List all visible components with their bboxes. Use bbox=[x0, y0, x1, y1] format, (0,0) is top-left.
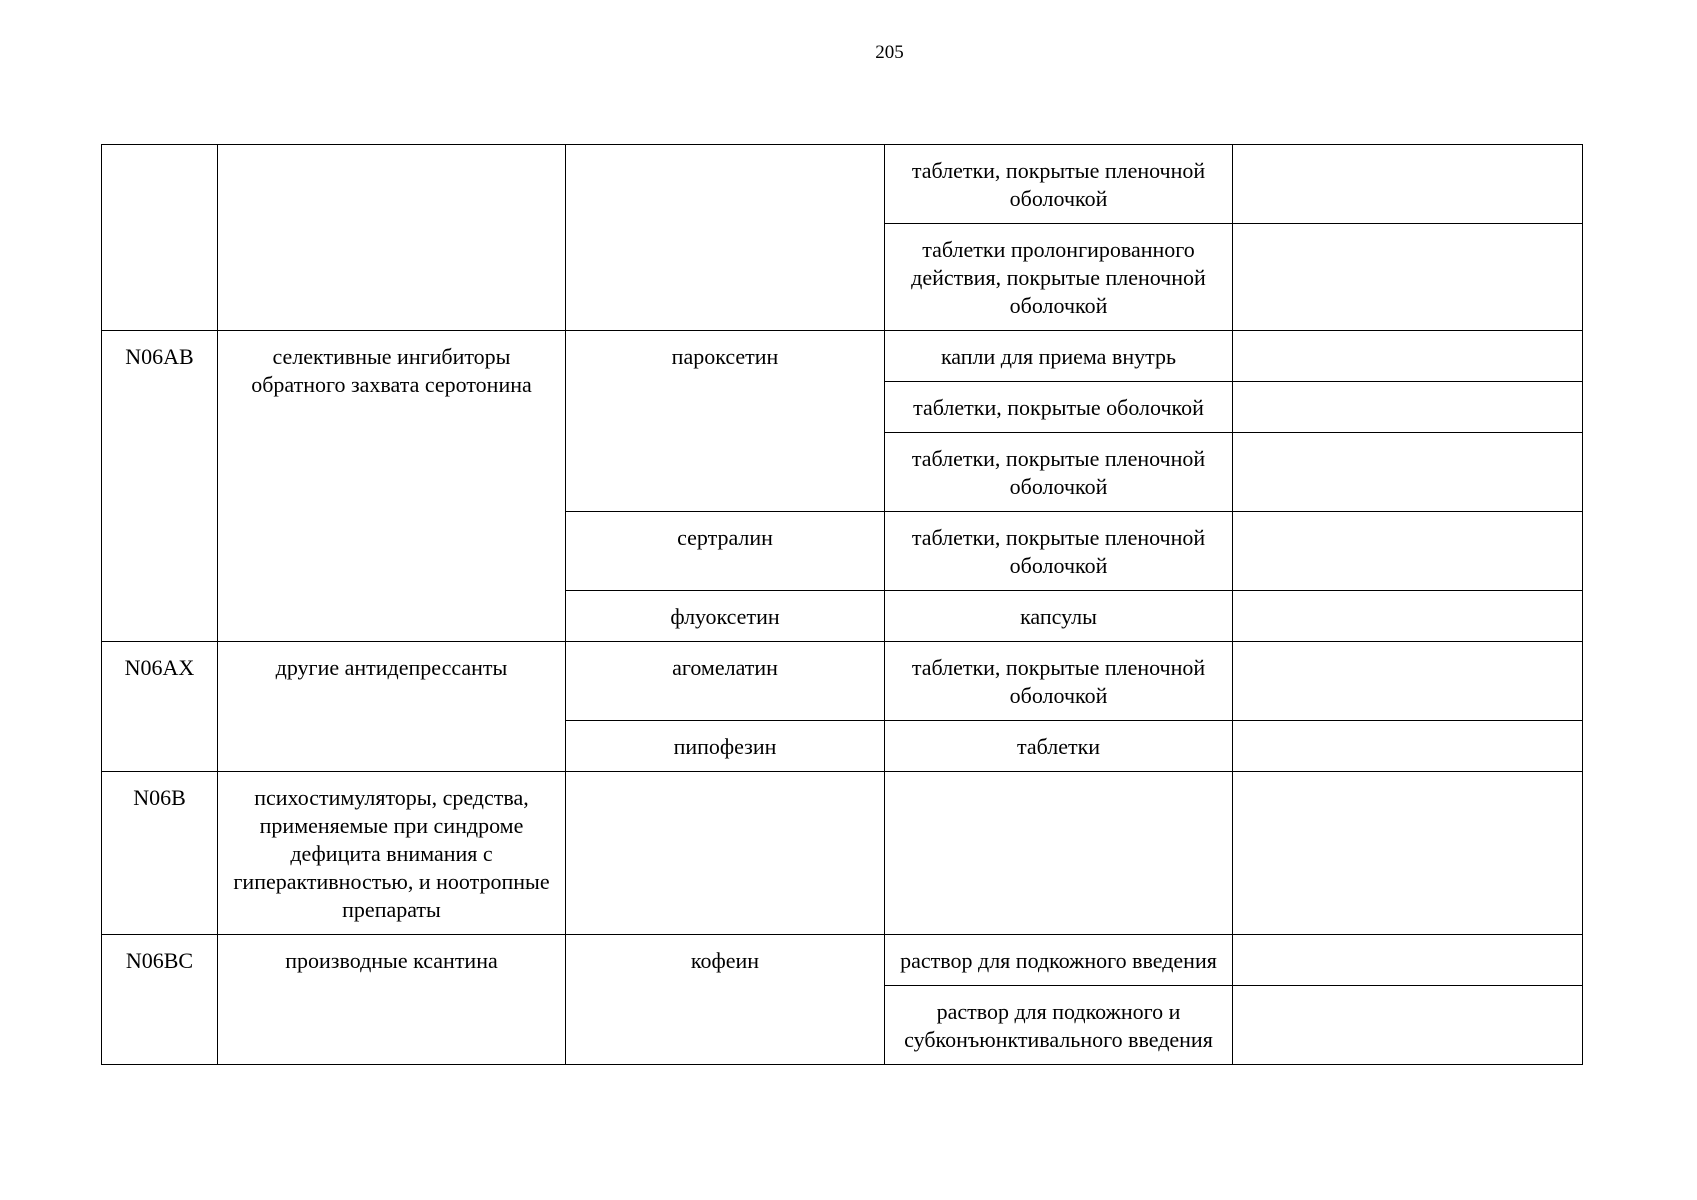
drug-cell bbox=[566, 145, 885, 331]
form-cell: таблетки, покрытые пленочной оболочкой bbox=[885, 145, 1233, 224]
table-row bbox=[102, 642, 1583, 721]
drug-cell: пипофезин bbox=[566, 721, 885, 772]
table-row bbox=[102, 772, 1583, 935]
form-cell: таблетки, покрытые пленочной оболочкой bbox=[885, 642, 1233, 721]
code-cell bbox=[102, 145, 218, 331]
form-cell: таблетки пролонгированного действия, покрытые пленочной оболочкой bbox=[885, 224, 1233, 331]
page-number: 205 bbox=[875, 42, 904, 63]
drug-cell: агомелатин bbox=[566, 642, 885, 721]
table-row bbox=[102, 145, 1583, 224]
drug-cell bbox=[566, 772, 885, 935]
code-cell: N06AB bbox=[102, 331, 218, 642]
note-cell bbox=[1233, 986, 1583, 1065]
note-cell bbox=[1233, 512, 1583, 591]
group-cell: другие антидепрессанты bbox=[218, 642, 566, 772]
form-cell: капсулы bbox=[885, 591, 1233, 642]
code-cell: N06BC bbox=[102, 935, 218, 1065]
note-cell bbox=[1233, 145, 1583, 224]
note-cell bbox=[1233, 331, 1583, 382]
form-cell: таблетки, покрытые пленочной оболочкой bbox=[885, 433, 1233, 512]
form-cell: раствор для подкожного введения bbox=[885, 935, 1233, 986]
group-cell: производные ксантина bbox=[218, 935, 566, 1065]
note-cell bbox=[1233, 721, 1583, 772]
note-cell bbox=[1233, 382, 1583, 433]
note-cell bbox=[1233, 591, 1583, 642]
note-cell bbox=[1233, 224, 1583, 331]
form-cell: таблетки, покрытые пленочной оболочкой bbox=[885, 512, 1233, 591]
note-cell bbox=[1233, 642, 1583, 721]
form-cell: таблетки, покрытые оболочкой bbox=[885, 382, 1233, 433]
note-cell bbox=[1233, 433, 1583, 512]
form-cell: капли для приема внутрь bbox=[885, 331, 1233, 382]
group-cell: селективные ингибиторы обратного захвата серотонина bbox=[218, 331, 566, 642]
form-cell: раствор для подкожного и субконъюнктивального введения bbox=[885, 986, 1233, 1065]
drug-cell: пароксетин bbox=[566, 331, 885, 512]
group-cell bbox=[218, 145, 566, 331]
table-row bbox=[102, 331, 1583, 382]
form-cell: таблетки bbox=[885, 721, 1233, 772]
code-cell: N06B bbox=[102, 772, 218, 935]
note-cell bbox=[1233, 772, 1583, 935]
drug-table bbox=[101, 144, 1583, 1065]
code-cell: N06AX bbox=[102, 642, 218, 772]
drug-cell: флуоксетин bbox=[566, 591, 885, 642]
note-cell bbox=[1233, 935, 1583, 986]
drug-cell: кофеин bbox=[566, 935, 885, 1065]
form-cell bbox=[885, 772, 1233, 935]
drug-cell: сертралин bbox=[566, 512, 885, 591]
table-row bbox=[102, 935, 1583, 986]
group-cell: психостимуляторы, средства, применяемые при синдроме дефицита внимания с гиперактивностью, и ноотропные препараты bbox=[218, 772, 566, 935]
